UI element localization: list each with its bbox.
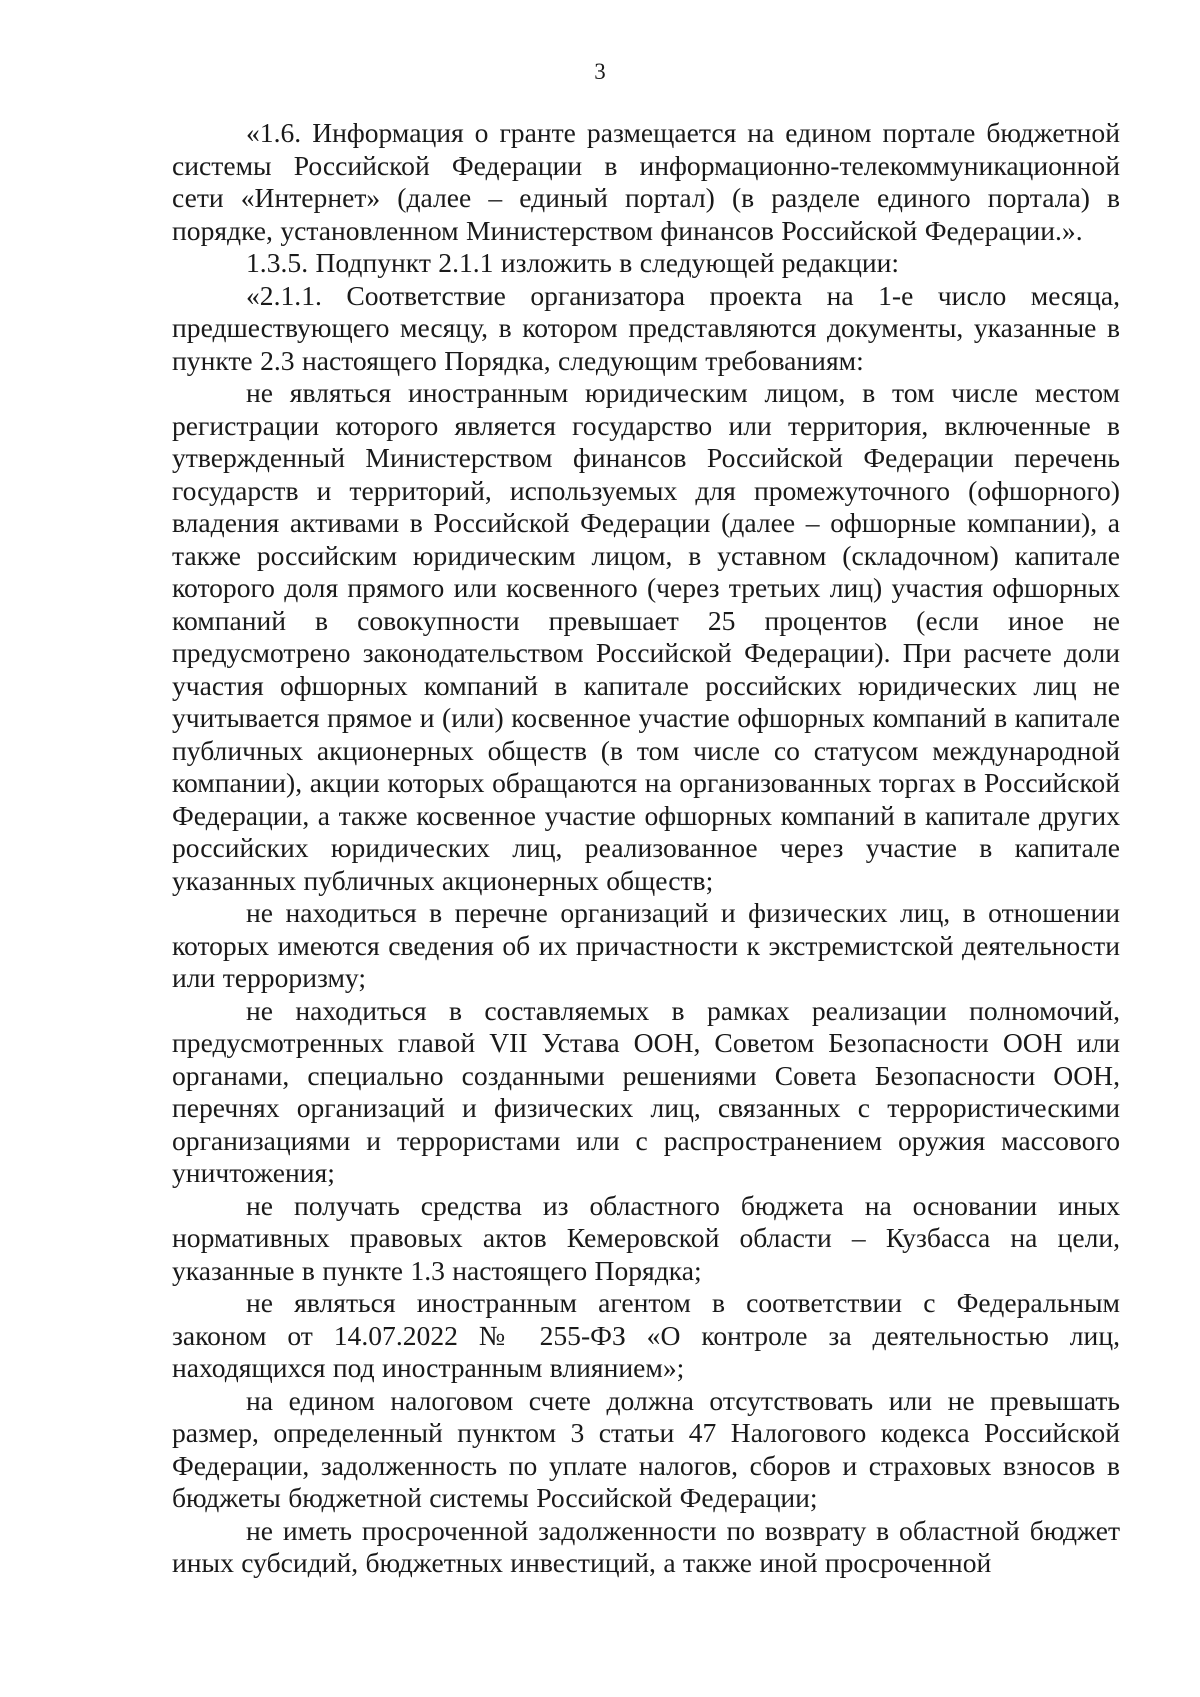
paragraph-tax-debt: на едином налоговом счете должна отсутствовать или не превышать размер, определенный пунктом 3 статьи 47 Налогового кодекса Российской Федерации, задолженность по уплате налогов, сборов и страховых взносов в бюджеты бюджетной системы Российской Федерации; bbox=[172, 1384, 1120, 1513]
paragraph-1-6-grant-info: «1.6. Информация о гранте размещается на едином портале бюджетной системы Российской Федерации в информационно-телекоммуникационной сети «Интернет» (далее – единый портал) (в разделе единого портала) в порядке, установленном Министерством финансов Российской Федерации.». bbox=[172, 117, 1120, 246]
paragraph-foreign-agent: не являться иностранным агентом в соответствии с Федеральным законом от 14.07.2022 № 255-ФЗ «О контроле за деятельностью лиц, находящихся под иностранным влиянием»; bbox=[172, 1287, 1120, 1383]
paragraph-extremism-list: не находиться в перечне организаций и физических лиц, в отношении которых имеются сведения об их причастности к экстремистской деятельности или терроризму; bbox=[172, 897, 1120, 993]
paragraph-1-3-5-amendment: 1.3.5. Подпункт 2.1.1 изложить в следующей редакции: bbox=[246, 247, 900, 278]
document-body bbox=[172, 117, 1120, 1580]
paragraph-2-1-1-requirements: «2.1.1. Соответствие организатора проекта на 1-е число месяца, предшествующего месяцу, в котором представляются документы, указанные в пункте 2.3 настоящего Порядка, следующим требованиям: bbox=[172, 279, 1120, 376]
paragraph-offshore-requirement: не являться иностранным юридическим лицом, в том числе местом регистрации которого является государство или территория, включенные в утвержденный Министерством финансов Российской Федерации перечень государств и территорий, используемых для промежуточного (офшорного) владения активами в Российской Федерации (далее – офшорные компании), а также российским юридическим лицом, в уставном (складочном) капитале которого доля прямого или косвенного (через третьих лиц) участия офшорных компаний в совокупности превышает 25 процентов (если иное не предусмотрено законодательством Российской Федерации). При расчете доли участия офшорных компаний в капитале российских юридических лиц не учитывается прямое и (или) косвенное участие офшорных компаний в капитале публичных акционерных обществ (в том числе со статусом международной компании), акции которых обращаются на организованных торгах в Российской Федерации, а также косвенное участие офшорных компаний в капитале других российских юридических лиц, реализованное через участие в капитале указанных публичных акционерных обществ; bbox=[172, 377, 1120, 896]
page-number: 3 bbox=[594, 59, 606, 84]
paragraph-no-other-funding: не получать средства из областного бюджета на основании иных нормативных правовых актов Кемеровской области – Кузбасса на цели, указанные в пункте 1.3 настоящего Порядка; bbox=[172, 1189, 1120, 1286]
paragraph-un-sanctions-list: не находиться в составляемых в рамках реализации полномочий, предусмотренных главой VII Устава ООН, Советом Безопасности ООН или органами, специально созданными решениями Совета Безопасности ООН, перечнях организаций и физических лиц, связанных с террористическими организациями и террористами или с распространением оружия массового уничтожения; bbox=[172, 994, 1120, 1188]
paragraph-overdue-debt: не иметь просроченной задолженности по возврату в областной бюджет иных субсидий, бюджетных инвестиций, а также иной просроченной bbox=[172, 1514, 1120, 1578]
